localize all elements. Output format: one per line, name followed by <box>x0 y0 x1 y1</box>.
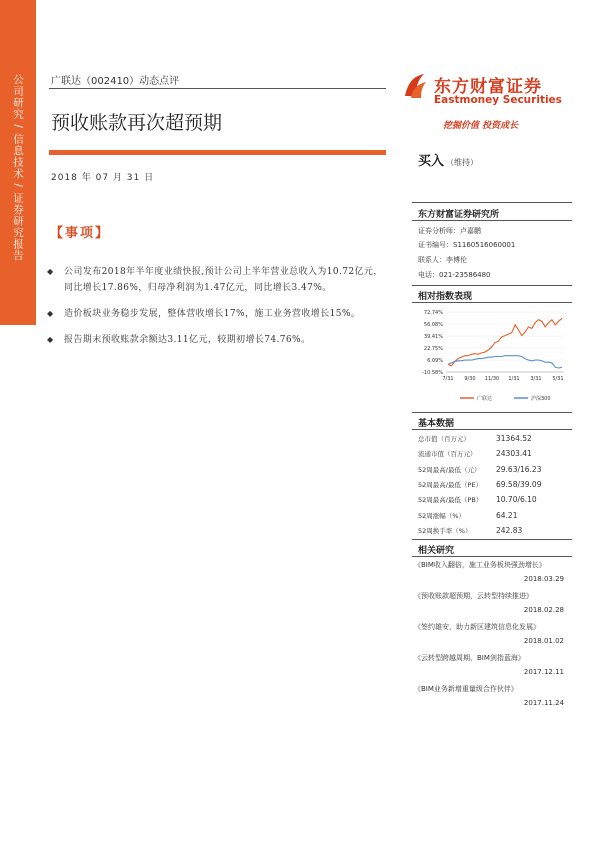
basic-data-value: 31364.52 <box>496 434 532 443</box>
chart-y-tick-label: 72.74% <box>423 310 443 316</box>
header-divider <box>49 88 386 89</box>
chart-y-tick-label: 6.09% <box>427 358 443 364</box>
eastmoney-logo-icon <box>402 72 428 100</box>
chart-y-tick-label: -10.58% <box>422 370 443 376</box>
institute-title: 东方财富证券研究所 <box>418 210 500 220</box>
brand-name-en: Eastmoney Securities <box>434 94 562 106</box>
contact-person: 联系人：李博伦 <box>418 256 467 264</box>
related-research-date: 2018.01.02 <box>523 637 564 645</box>
related-research-date: 2018.02.28 <box>523 606 564 614</box>
table-row <box>418 526 578 535</box>
rating-sub: （维持） <box>446 158 479 167</box>
chart-x-tick-label: 11/30 <box>484 376 500 382</box>
bullet-text: 公司发布2018年半年度业绩快报,预计公司上半年营业总收入为10.72亿元，同比增长17.86%，归母净利润为1.47亿元，同比增长3.47%。 <box>64 267 383 293</box>
basic-data-value: 69.58/39.09 <box>496 479 542 489</box>
divider <box>412 429 572 430</box>
rating-label: 买入 <box>418 154 445 169</box>
brand-name-cn: 东方财富证券 <box>434 77 542 97</box>
related-research-link[interactable]: 《BIM收入翻倍，施工业务板块强劲增长》 <box>414 561 546 569</box>
chart-x-tick-label: 9/30 <box>464 376 476 382</box>
sidebar-category: 公司研究 / 信息技术 / 证券研究报告 <box>12 74 24 262</box>
basic-data-key: 52周涨幅（%） <box>418 511 465 520</box>
list-item <box>47 306 392 322</box>
diamond-bullet-icon: ◆ <box>47 267 54 276</box>
basic-data-key: 52周最高/最低（PB） <box>418 496 483 505</box>
divider <box>412 285 572 286</box>
related-research-date: 2018.03.29 <box>523 575 564 583</box>
related-research-date: 2017.12.11 <box>523 668 564 676</box>
page-title: 预收账款再次超预期 <box>51 112 223 134</box>
bullet-text: 报告期末预收账款余额达3.11亿元，较期初增长74.76%。 <box>64 335 311 345</box>
chart-y-tick-label: 39.41% <box>423 334 443 340</box>
chart-legend-label: 沪深300 <box>531 396 551 402</box>
table-row <box>418 434 578 443</box>
basic-data-title: 基本数据 <box>418 419 455 429</box>
table-row <box>418 449 578 458</box>
chart-x-tick-label: 7/31 <box>442 376 454 382</box>
related-research-link[interactable]: 《签约雄安，助力新区建筑信息化发展》 <box>414 623 540 631</box>
chart-y-tick-label: 56.08% <box>423 322 443 328</box>
table-row <box>418 495 578 504</box>
basic-data-key: 52周换手率（%） <box>418 526 472 535</box>
chart-series-line <box>448 318 562 366</box>
analyst-name: 证券分析师：卢嘉鹏 <box>418 227 481 235</box>
basic-data-key: 总市值（百万元） <box>418 435 470 443</box>
related-research-link[interactable]: 《云转型跨越周期，BIM剑指蓝海》 <box>414 654 525 662</box>
phone-number: 电话：021-23586480 <box>418 271 491 279</box>
divider <box>412 220 572 221</box>
table-row <box>418 465 578 474</box>
divider <box>412 556 572 557</box>
relative-index-chart <box>408 302 572 406</box>
bullet-text: 造价板块业务稳步发展，整体营收增长17%，施工业务营收增长15%。 <box>64 309 361 319</box>
divider <box>412 412 572 413</box>
table-row <box>418 480 578 489</box>
basic-data-value: 64.21 <box>496 510 518 520</box>
basic-data-key: 52周最高/最低（元） <box>418 465 481 474</box>
chart-x-tick-label: 1/31 <box>508 376 520 382</box>
report-type: 广联达（002410）动态点评 <box>51 76 180 87</box>
chart-x-tick-label: 3/31 <box>530 376 542 382</box>
related-research-link[interactable]: 《BIM业务新增重量级合作伙伴》 <box>414 685 518 693</box>
basic-data-key: 52周最高/最低（PE） <box>418 480 482 489</box>
chart-series-line <box>448 356 562 368</box>
sidebar-band <box>0 0 36 325</box>
basic-data-value: 242.83 <box>496 525 523 535</box>
chart-section-title: 相对指数表现 <box>418 292 473 302</box>
diamond-bullet-icon: ◆ <box>47 335 54 344</box>
chart-y-tick-label: 22.75% <box>423 346 443 352</box>
cert-number: 证书编号：S1160516060001 <box>418 241 516 249</box>
divider <box>412 539 572 540</box>
basic-data-value: 29.63/16.23 <box>496 464 542 474</box>
brand-slogan: 挖掘价值 投资成长 <box>443 121 519 131</box>
chart-legend-label: 广联达 <box>477 396 493 402</box>
divider <box>412 202 572 203</box>
title-accent-bar <box>49 150 386 155</box>
basic-data-value: 10.70/6.10 <box>496 495 537 505</box>
event-section-title: 【事项】 <box>50 226 111 241</box>
basic-data-key: 流通市值（百万元） <box>418 450 477 459</box>
related-research-link[interactable]: 《预收账款超预期，云转型持续推进》 <box>414 592 533 600</box>
list-item <box>47 332 392 348</box>
rating <box>418 150 478 169</box>
table-row <box>418 511 578 520</box>
report-date: 2018 年 07 月 31 日 <box>51 173 155 183</box>
chart-x-tick-label: 5/31 <box>552 376 564 382</box>
chart-svg <box>408 302 572 406</box>
event-bullet-list <box>47 264 392 358</box>
list-item <box>47 264 392 296</box>
basic-data-value: 24303.41 <box>496 449 532 459</box>
diamond-bullet-icon: ◆ <box>47 309 54 318</box>
related-research-date: 2017.11.24 <box>523 699 564 707</box>
related-research-title: 相关研究 <box>418 546 455 556</box>
